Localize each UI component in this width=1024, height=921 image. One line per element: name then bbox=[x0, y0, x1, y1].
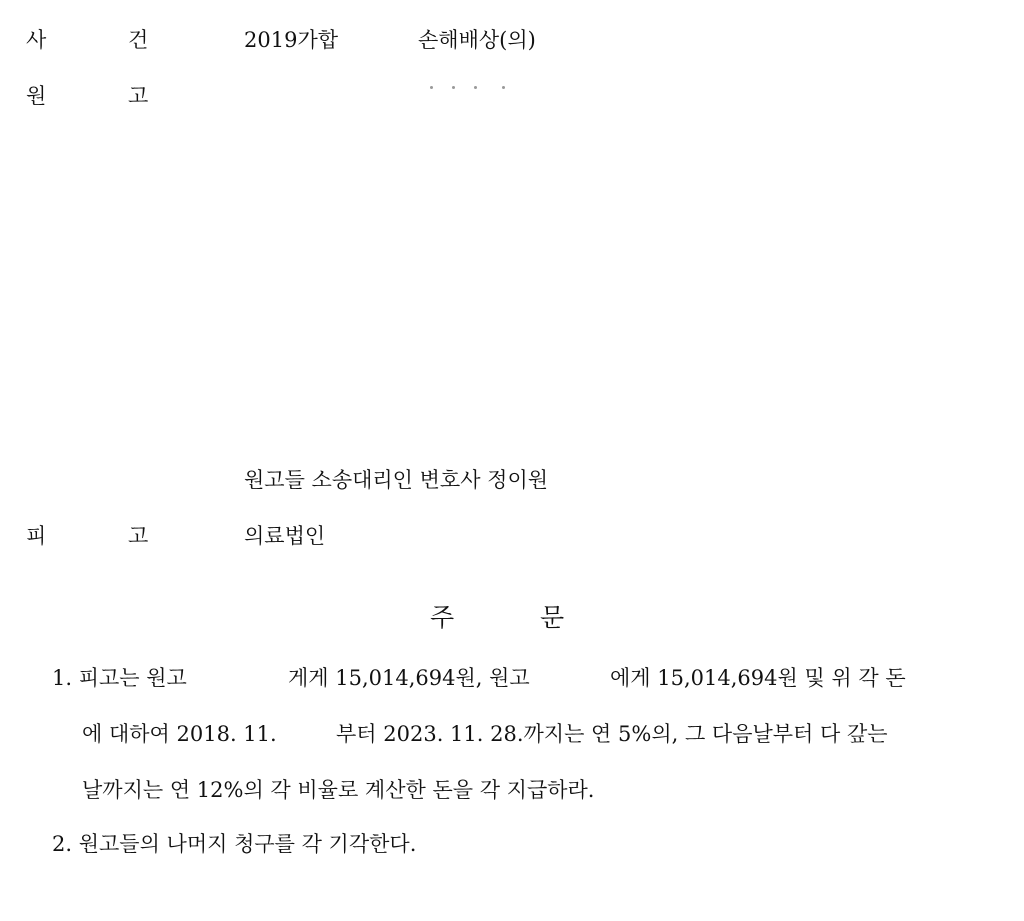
defendant-label-go: 고 bbox=[128, 524, 149, 548]
case-name: 손해배상(의) bbox=[418, 28, 536, 52]
defendant-label-pi: 피 bbox=[26, 524, 47, 548]
case-number: 2019가합 bbox=[244, 28, 339, 52]
plaintiff-attorney: 원고들 소송대리인 변호사 정이원 bbox=[244, 468, 549, 492]
order-item1-line2-b: 부터 2023. 11. 28.까지는 연 5%의, 그 다음날부터 다 갚는 bbox=[336, 722, 888, 746]
order-item2: 2. 원고들의 나머지 청구를 각 기각한다. bbox=[52, 832, 417, 856]
order-item1-line2-a: 에 대하여 2018. 11. bbox=[82, 722, 277, 746]
plaintiff-label-won: 원 bbox=[26, 84, 47, 108]
redacted-plaintiff-names bbox=[430, 86, 510, 90]
case-label-sa: 사 bbox=[26, 28, 47, 52]
order-item1-line3: 날까지는 연 12%의 각 비율로 계산한 돈을 각 지급하라. bbox=[82, 778, 595, 802]
case-label-geon: 건 bbox=[128, 28, 149, 52]
order-item1-line1-c: 에게 15,014,694원 및 위 각 돈 bbox=[610, 666, 906, 690]
plaintiff-label-go: 고 bbox=[128, 84, 149, 108]
defendant-name: 의료법인 bbox=[244, 524, 326, 548]
order-heading-ju: 주 bbox=[430, 603, 455, 632]
order-item1-line1-a: 1. 피고는 원고 bbox=[52, 666, 187, 690]
order-item1-line1-b: 게게 15,014,694원, 원고 bbox=[288, 666, 530, 690]
order-heading-mun: 문 bbox=[540, 603, 565, 632]
